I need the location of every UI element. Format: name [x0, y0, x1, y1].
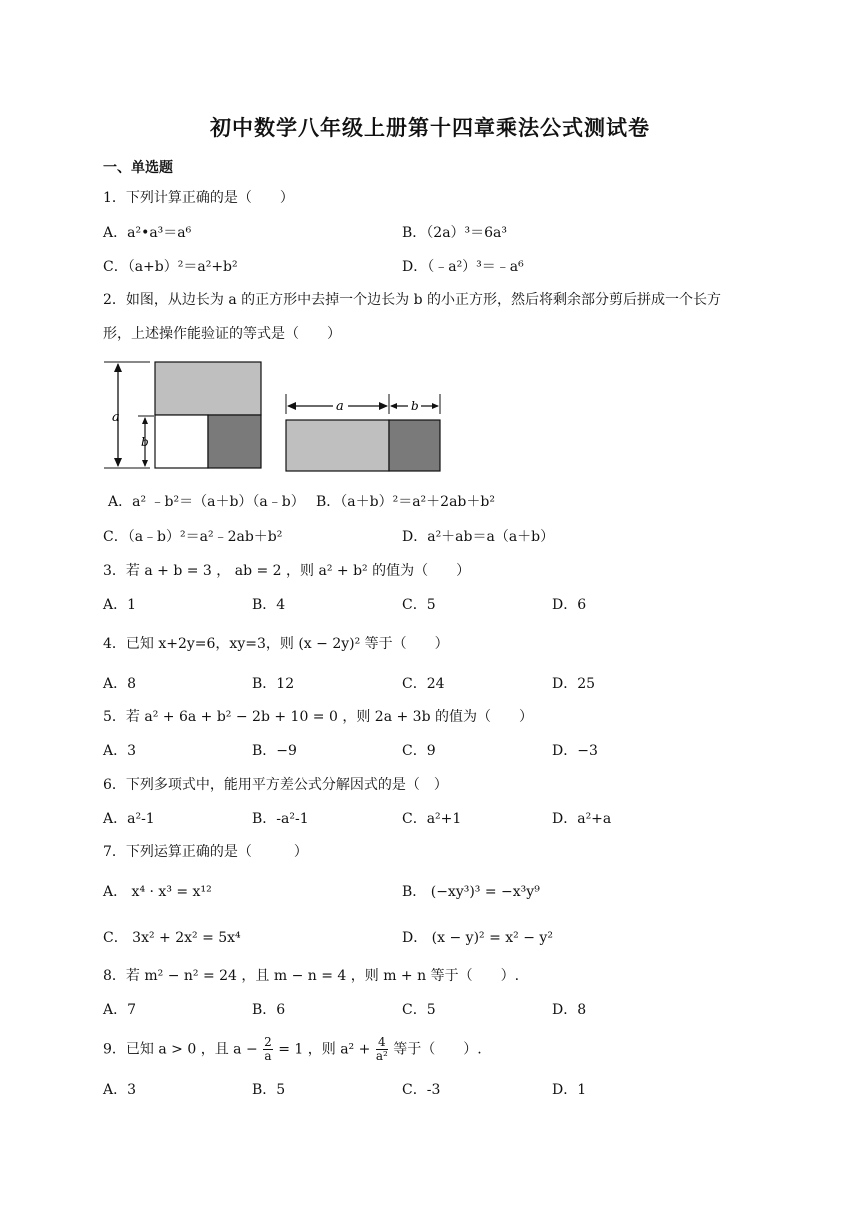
fraction-numerator: 4: [376, 1036, 388, 1050]
question-2-option-d: D．a²＋ab＝a（a＋b）: [402, 529, 555, 545]
question-7-stem: 7．下列运算正确的是（ ）: [103, 844, 308, 860]
question-8-option-c: C．5: [402, 1002, 436, 1018]
fig-arrowhead: [379, 402, 388, 410]
fig-dark-square: [208, 415, 261, 468]
question-6-option-c: C．a²+1: [402, 811, 462, 827]
question-9-fraction-1: [263, 1036, 273, 1063]
question-2-stem-line-2: 形，上述操作能验证的等式是（ ）: [103, 326, 341, 342]
fig-label-b: b: [141, 435, 149, 449]
question-9-fraction-2: [376, 1036, 388, 1063]
question-6-option-d: D．a²+a: [552, 811, 612, 827]
question-2-stem-line-1: 2．如图，从边长为 a 的正方形中去掉一个边长为 b 的小正方形，然后将剩余部分剪后拼成一个长方: [103, 292, 722, 308]
question-1-option-a: A．a²•a³＝a⁶: [103, 225, 192, 241]
question-7-option-c: C． 3x² + 2x² = 5x⁴: [103, 930, 241, 946]
fig-arrowhead: [432, 403, 439, 409]
question-1-option-d: D．（﹣a²）³＝﹣a⁶: [402, 259, 524, 275]
question-3-option-b: B．4: [252, 597, 286, 613]
question-1-option-b: B．（2a）³＝6a³: [402, 225, 508, 241]
question-4-option-d: D．25: [552, 676, 596, 692]
question-5-option-b: B．−9: [252, 743, 297, 759]
question-3-option-c: C．5: [402, 597, 436, 613]
question-9-option-b: B．5: [252, 1082, 286, 1098]
question-7-option-a: A． x⁴ · x³ = x¹²: [103, 884, 212, 900]
fig-white-square: [155, 415, 208, 468]
question-9-option-d: D．1: [552, 1082, 587, 1098]
question-6-option-b: B．-a²-1: [252, 811, 309, 827]
question-9-option-a: A．3: [103, 1082, 137, 1098]
question-9-option-c: C．-3: [402, 1082, 441, 1098]
question-2-option-c: C．（a﹣b）²＝a²﹣2ab＋b²: [103, 529, 283, 545]
fig-dark-rectangle: [389, 420, 440, 471]
fig-arrowhead: [114, 363, 122, 372]
fraction-denominator: a: [264, 1049, 272, 1063]
question-1-stem: 1．下列计算正确的是（ ）: [103, 190, 294, 206]
question-5-option-d: D．−3: [552, 743, 598, 759]
question-2-figure: [100, 358, 450, 476]
question-3-stem: 3．若 a + b = 3 ， ab = 2 ，则 a² + b² 的值为（ ）: [103, 563, 471, 579]
question-5-option-a: A．3: [103, 743, 137, 759]
fig-arrowhead: [142, 460, 148, 467]
question-8-option-a: A．7: [103, 1002, 137, 1018]
question-2-option-a: A．a² ﹣b²＝（a＋b）（a﹣b）: [108, 494, 305, 510]
question-9-stem-mid: = 1 ，则 a² +: [278, 1041, 371, 1058]
question-4-option-c: C．24: [402, 676, 445, 692]
page-title: 初中数学八年级上册第十四章乘法公式测试卷: [210, 116, 650, 140]
fig-label-b-right: b: [411, 399, 419, 413]
question-1-option-c: C．（a+b）²＝a²+b²: [103, 259, 238, 275]
question-8-option-d: D．8: [552, 1002, 587, 1018]
question-9-stem-post: 等于（ ）.: [393, 1041, 482, 1058]
question-4-stem: 4．已知 x+2y=6，xy=3，则 (x − 2y)² 等于（ ）: [103, 636, 449, 652]
question-2-option-b: B．（a＋b）²＝a²＋2ab＋b²: [316, 494, 495, 510]
question-8-stem: 8．若 m² − n² = 24 ，且 m − n = 4 ，则 m + n 等于（ ）.: [103, 968, 520, 984]
question-4-option-b: B．12: [252, 676, 295, 692]
question-6-option-a: A．a²-1: [103, 811, 155, 827]
question-8-option-b: B．6: [252, 1002, 286, 1018]
fig-arrowhead: [142, 417, 148, 424]
fraction-denominator: a²: [375, 1049, 388, 1063]
fig-arrowhead: [390, 403, 397, 409]
question-3-option-a: A．1: [103, 597, 137, 613]
question-6-stem: 6．下列多项式中，能用平方差公式分解因式的是（ ）: [103, 777, 448, 793]
fig-label-a: a: [112, 410, 120, 425]
section-heading: 一、单选题: [103, 160, 173, 176]
fig-label-a-right: a: [336, 399, 344, 414]
question-5-stem: 5．若 a² + 6a + b² − 2b + 10 = 0 ，则 2a + 3b 的值为（ ）: [103, 709, 533, 725]
question-9-stem-pre: 9．已知 a > 0 ，且 a −: [103, 1041, 258, 1058]
question-3-option-d: D．6: [552, 597, 587, 613]
question-5-option-c: C．9: [402, 743, 436, 759]
question-4-option-a: A．8: [103, 676, 137, 692]
question-7-option-b: B． (−xy³)³ = −x³y⁹: [402, 884, 540, 900]
question-9-stem: [103, 1036, 482, 1063]
fig-light-rectangle: [286, 420, 389, 471]
question-7-option-d: D． (x − y)² = x² − y²: [402, 930, 553, 946]
fig-arrowhead: [287, 402, 296, 410]
fraction-numerator: 2: [264, 1035, 272, 1049]
fig-arrowhead: [114, 458, 122, 467]
fig-top-rectangle: [155, 362, 261, 415]
